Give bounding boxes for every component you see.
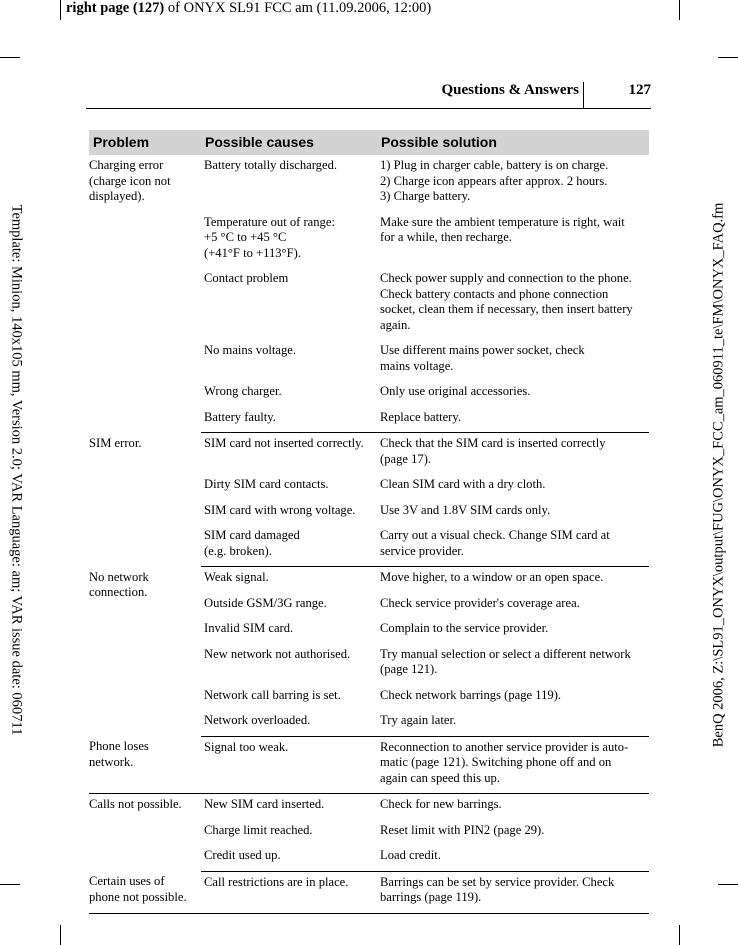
solution-cell (377, 593, 649, 619)
cause-cell (201, 593, 377, 619)
solution-text: Replace battery. (380, 409, 461, 424)
solution-text: Try manual selection or select a different network (page 121). (380, 646, 631, 676)
cause-text: Wrong charger. (204, 384, 282, 398)
solution-text: Only use original accessories. (380, 384, 531, 398)
solution-cell (377, 820, 649, 846)
problem-cell (89, 871, 201, 913)
cause-text: Charge limit reached. (204, 822, 313, 837)
crop-mark (679, 0, 680, 20)
cause-cell (201, 618, 377, 644)
solution-text: 1) Plug in charger cable, battery is on charge. 2) Charge icon appears after approx. 2 hours. 3) Charge battery. (380, 158, 609, 203)
solution-cell (377, 340, 649, 381)
crop-mark (0, 884, 20, 885)
cause-cell (201, 340, 377, 381)
solution-cell (377, 644, 649, 685)
file-label-rest: of ONYX SL91 FCC am (11.09.2006, 12:00) (164, 0, 432, 16)
solution-text: Carry out a visual check. Change SIM card at service provider. (380, 528, 610, 558)
cause-cell (201, 525, 377, 567)
solution-cell (377, 736, 649, 794)
solution-cell (377, 433, 649, 475)
problem-cell (89, 736, 201, 794)
problem-text: SIM error. (89, 435, 142, 450)
solution-text: Check for new barrings. (380, 797, 502, 811)
solution-text: Clean SIM card with a dry cloth. (380, 477, 546, 491)
problem-cell (89, 794, 201, 872)
solution-cell (377, 268, 649, 340)
solution-cell (377, 525, 649, 567)
file-path-text: BenQ 2006, Z:\SL91_ONYX\output\FUG\ONYX_FCC_am_060911_te\FM\ONYX_FAQ.fm (710, 202, 727, 748)
solution-cell (377, 474, 649, 500)
solution-text: Try again later. (380, 713, 457, 727)
crop-mark (679, 925, 680, 945)
cause-text: New SIM card inserted. (204, 797, 325, 811)
cause-text: SIM card not inserted correctly. (204, 436, 364, 450)
solution-cell (377, 567, 649, 593)
qa-table (89, 130, 649, 914)
file-label (66, 0, 431, 17)
table-row (89, 567, 649, 593)
solution-text: Use 3V and 1.8V SIM cards only. (380, 502, 551, 517)
cause-text: Network call barring is set. (204, 687, 341, 702)
cause-cell (201, 644, 377, 685)
head-divider (583, 82, 584, 108)
solution-cell (377, 710, 649, 736)
solution-text: Check that the SIM card is inserted correctly (page 17). (380, 436, 606, 466)
cause-cell (201, 871, 377, 913)
cause-cell (201, 794, 377, 820)
cause-cell (201, 474, 377, 500)
cause-cell (201, 407, 377, 433)
cause-cell (201, 820, 377, 846)
solution-cell (377, 794, 649, 820)
cause-text: Call restrictions are in place. (204, 874, 349, 889)
cause-text: Outside GSM/3G range. (204, 595, 327, 610)
template-info (6, 65, 26, 875)
solution-cell (377, 155, 649, 212)
solution-text: Move higher, to a window or an open space. (380, 570, 604, 584)
solution-text: Use different mains power socket, check mains voltage. (380, 343, 585, 373)
solution-cell (377, 845, 649, 871)
solution-text: Check power supply and connection to the phone. Check battery contacts and phone connection socket, clean them if necessary, then insert battery again. (380, 271, 633, 332)
table-row (89, 871, 649, 913)
cause-text: SIM card damaged (e.g. broken). (204, 528, 300, 558)
table-header-row (89, 130, 649, 155)
solution-text: Load credit. (380, 848, 441, 862)
problem-cell (89, 567, 201, 737)
solution-cell (377, 871, 649, 913)
cause-cell (201, 155, 377, 212)
cause-text: Battery faulty. (204, 409, 276, 424)
table-body (89, 155, 649, 913)
table-row (89, 155, 649, 212)
header-causes: Possible causes (201, 130, 377, 155)
problem-text: Certain uses of phone not possible. (89, 874, 187, 904)
problem-text: No network connection. (89, 569, 149, 599)
header-problem: Problem (89, 130, 201, 155)
cause-text: Invalid SIM card. (204, 621, 294, 635)
cause-text: Network overloaded. (204, 713, 311, 727)
crop-mark (718, 57, 738, 58)
running-head (86, 82, 651, 109)
problem-text: Charging error (charge icon not displayed). (89, 158, 171, 203)
crop-mark (60, 925, 61, 945)
page-number: 127 (628, 82, 651, 98)
cause-cell (201, 736, 377, 794)
cause-cell (201, 567, 377, 593)
solution-text: Check service provider's coverage area. (380, 595, 580, 610)
header-solution: Possible solution (377, 130, 649, 155)
crop-mark (0, 57, 20, 58)
template-info-text: Template: Minion, 140x105 mm, Version 2.0; VAR Language: am; VAR issue date: 060711 (8, 204, 25, 736)
cause-text: SIM card with wrong voltage. (204, 502, 356, 517)
solution-cell (377, 212, 649, 269)
problem-text: Phone loses network. (89, 739, 149, 769)
cause-cell (201, 268, 377, 340)
solution-text: Complain to the service provider. (380, 621, 549, 635)
table-row (89, 736, 649, 794)
cause-text: Temperature out of range: +5 °C to +45 °C (+41°F to +113°F). (204, 214, 335, 260)
solution-text: Check network barrings (page 119). (380, 687, 562, 702)
cause-cell (201, 710, 377, 736)
solution-cell (377, 407, 649, 433)
cause-cell (201, 381, 377, 407)
solution-text: Make sure the ambient temperature is right, wait for a while, then recharge. (380, 214, 625, 244)
solution-cell (377, 381, 649, 407)
file-path-info (708, 65, 730, 885)
section-title: Questions & Answers (441, 82, 579, 98)
cause-text: Weak signal. (204, 570, 269, 584)
file-label-page: right page (127) (66, 0, 165, 16)
table-row (89, 794, 649, 820)
problem-text: Calls not possible. (89, 797, 182, 811)
problem-cell (89, 155, 201, 433)
solution-cell (377, 500, 649, 526)
cause-cell (201, 433, 377, 475)
cause-text: Battery totally discharged. (204, 158, 338, 172)
cause-text: Credit used up. (204, 848, 281, 862)
cause-cell (201, 845, 377, 871)
cause-cell (201, 500, 377, 526)
solution-text: Reset limit with PIN2 (page 29). (380, 822, 545, 837)
solution-text: Barrings can be set by service provider. Check barrings (page 119). (380, 874, 615, 904)
solution-cell (377, 685, 649, 711)
crop-mark (60, 0, 61, 20)
cause-text: No mains voltage. (204, 343, 296, 357)
cause-cell (201, 685, 377, 711)
cause-cell (201, 212, 377, 269)
problem-cell (89, 433, 201, 567)
cause-text: Dirty SIM card contacts. (204, 477, 329, 491)
cause-text: Contact problem (204, 271, 289, 285)
cause-text: New network not authorised. (204, 646, 351, 661)
solution-cell (377, 618, 649, 644)
cause-text: Signal too weak. (204, 739, 289, 754)
table-row (89, 433, 649, 475)
solution-text: Reconnection to another service provider is auto- matic (page 121). Switching phone off and on again can speed this up. (380, 739, 629, 785)
